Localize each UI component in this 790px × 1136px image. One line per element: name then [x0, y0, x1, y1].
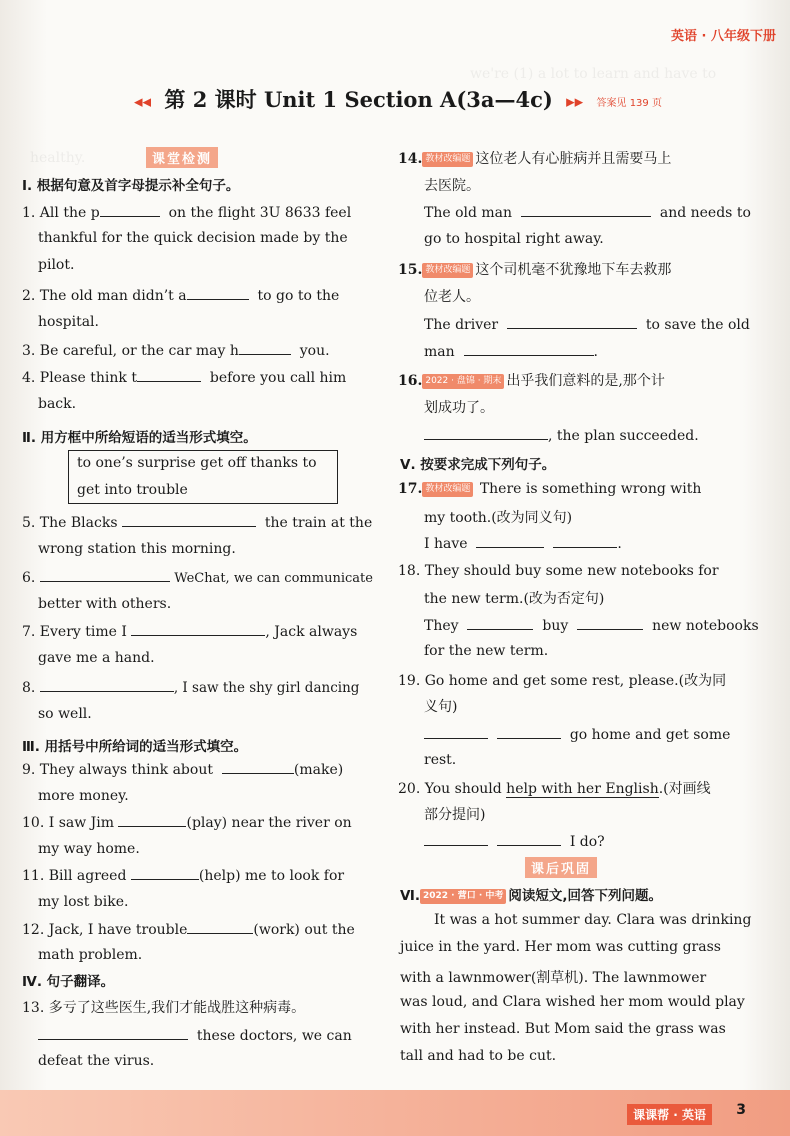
question-11-line-2: my lost bike. — [38, 894, 129, 910]
answer-blank[interactable] — [497, 725, 561, 739]
question-10: 10. I saw Jim (play) near the river on — [22, 815, 352, 831]
question-6: 6. WeChat, we can communicate — [22, 570, 373, 586]
source-tag: 教材改编题 — [422, 263, 473, 278]
question-16-line-2: 划成功了。 — [424, 400, 494, 416]
question-5: 5. The Blacks the train at the — [22, 515, 373, 531]
running-header — [0, 0, 790, 44]
answer-blank[interactable] — [507, 315, 637, 329]
heading-part-5: Ⅴ. 按要求完成下列句子。 — [400, 457, 556, 473]
question-14-line-3: The old man and needs to — [424, 205, 751, 221]
passage-line: juice in the yard. Her mom was cutting grass — [400, 939, 721, 955]
lesson-number: 第 2 课时 — [164, 87, 257, 112]
question-17-line-2: my tooth.(改为同义句) — [424, 510, 573, 526]
question-5-line-2: wrong station this morning. — [38, 541, 236, 557]
brand-logo: 课课帮 · 英语 — [627, 1104, 712, 1125]
question-18: 18. They should buy some new notebooks for — [398, 563, 719, 579]
phrase-box-line-1: to one’s surprise get off thanks to — [77, 455, 317, 471]
answer-blank[interactable] — [122, 513, 256, 527]
question-11: 11. Bill agreed (help) me to look for — [22, 868, 345, 884]
source-tag: 教材改编题 — [422, 152, 473, 167]
question-16: 16. 2022 · 盘锦 · 期末 出乎我们意料的是,那个计 — [398, 373, 665, 389]
phrase-box-line-2: get into trouble — [77, 482, 188, 498]
question-19-line-2: 义句) — [424, 699, 458, 715]
after-class-section-badge: 课后巩固 — [525, 857, 597, 878]
question-20-line-2: 部分提问) — [424, 807, 486, 823]
question-15-line-2: 位老人。 — [424, 289, 480, 305]
answer-blank[interactable] — [118, 813, 186, 827]
question-20-line-3: I do? — [424, 832, 605, 850]
passage-line: tall and had to be cut. — [400, 1048, 557, 1064]
answer-blank[interactable] — [497, 832, 561, 846]
passage-line: It was a hot summer day. Clara was drinking — [434, 912, 752, 928]
question-19-line-4: rest. — [424, 752, 457, 768]
arrow-left-icon: ◂◂ — [134, 92, 152, 112]
question-7-line-2: gave me a hand. — [38, 650, 155, 666]
question-1: 1. All the p on the flight 3U 8633 feel — [22, 205, 352, 221]
answer-blank[interactable] — [38, 1026, 188, 1040]
question-15: 15. 教材改编题 这个司机毫不犹豫地下车去救那 — [398, 262, 672, 278]
source-tag: 2022 · 营口 · 中考 — [420, 889, 506, 904]
answer-blank[interactable] — [131, 622, 265, 636]
answer-blank[interactable] — [187, 920, 253, 934]
page-number: 3 — [736, 1102, 746, 1118]
answer-blank[interactable] — [137, 368, 201, 382]
question-17: 17. 教材改编题 There is something wrong with — [398, 481, 702, 497]
question-18-line-4: for the new term. — [424, 643, 549, 659]
page-footer — [0, 1090, 790, 1136]
question-14-line-4: go to hospital right away. — [424, 231, 604, 247]
passage-line: with her instead. But Mom said the grass was — [400, 1021, 726, 1037]
heading-part-4: Ⅳ. 句子翻译。 — [22, 974, 115, 990]
answer-reference: 答案见 139 页 — [596, 98, 662, 109]
question-13-line-3: defeat the virus. — [38, 1053, 155, 1069]
heading-part-6: Ⅵ. 2022 · 营口 · 中考 阅读短文,回答下列问题。 — [400, 888, 663, 904]
question-12: 12. Jack, I have trouble (work) out the — [22, 922, 355, 938]
question-9: 9. They always think about (make) — [22, 762, 344, 778]
question-8-line-2: so well. — [38, 706, 92, 722]
question-15-line-4: man . — [424, 344, 598, 360]
heading-part-3: Ⅲ. 用括号中所给词的适当形式填空。 — [22, 739, 248, 755]
heading-part-2: Ⅱ. 用方框中所给短语的适当形式填空。 — [22, 430, 257, 446]
answer-blank[interactable] — [467, 616, 533, 630]
question-19: 19. Go home and get some rest, please.(改为同 — [398, 673, 727, 689]
question-15-line-3: The driver to save the old — [424, 317, 750, 333]
question-16-line-3: , the plan succeeded. — [424, 426, 699, 444]
phrase-box — [68, 450, 338, 504]
answer-blank[interactable] — [131, 866, 199, 880]
question-20: 20. You should help with her English.(对画线 — [398, 781, 711, 797]
question-4-line-2: back. — [38, 396, 77, 412]
answer-blank[interactable] — [222, 760, 294, 774]
answer-blank[interactable] — [553, 534, 617, 548]
answer-blank[interactable] — [40, 678, 174, 692]
answer-blank[interactable] — [424, 832, 488, 846]
answer-blank[interactable] — [100, 203, 160, 217]
question-18-line-3: They buy new notebooks — [424, 618, 759, 634]
underlined-phrase: help with her English — [506, 781, 659, 797]
question-18-line-2: the new term.(改为否定句) — [424, 591, 605, 607]
question-14: 14. 教材改编题 这位老人有心脏病并且需要马上 — [398, 151, 672, 167]
lesson-title — [0, 84, 790, 114]
question-7: 7. Every time I , Jack always — [22, 624, 358, 640]
question-2-line-2: hospital. — [38, 314, 99, 330]
passage-line: was loud, and Clara wished her mom would play — [400, 994, 745, 1010]
arrow-right-icon: ▸▸ — [566, 92, 584, 112]
question-2: 2. The old man didn’t a to go to the — [22, 288, 340, 304]
question-6-line-2: better with others. — [38, 596, 172, 612]
answer-blank[interactable] — [424, 725, 488, 739]
question-1-line-2: thankful for the quick decision made by the — [38, 230, 348, 246]
practice-section-badge: 课堂检测 — [146, 147, 218, 168]
question-13-line-2: these doctors, we can — [38, 1026, 352, 1044]
question-19-line-3: go home and get some — [424, 725, 730, 743]
bleed-through-text: healthy. — [30, 150, 86, 166]
question-4: 4. Please think t before you call him — [22, 370, 347, 386]
passage-line: with a lawnmower(割草机). The lawnmower — [400, 970, 707, 986]
question-13: 13. 多亏了这些医生,我们才能战胜这种病毒。 — [22, 1000, 306, 1016]
question-14-line-2: 去医院。 — [424, 178, 480, 194]
question-12-line-2: math problem. — [38, 947, 143, 963]
answer-blank[interactable] — [187, 286, 249, 300]
book-label: 英语 · 八年级下册 — [671, 29, 776, 44]
bleed-through-text: we're (1) a lot to learn and have to — [470, 66, 717, 82]
answer-blank[interactable] — [239, 341, 291, 355]
answer-blank[interactable] — [464, 342, 594, 356]
answer-blank[interactable] — [577, 616, 643, 630]
question-8: 8. , I saw the shy girl dancing — [22, 680, 360, 696]
unit-title: Unit 1 Section A(3a—4c) — [263, 87, 553, 112]
answer-blank[interactable] — [424, 426, 548, 440]
question-3: 3. Be careful, or the car may h you. — [22, 343, 330, 359]
source-tag: 2022 · 盘锦 · 期末 — [422, 374, 504, 389]
heading-part-1: Ⅰ. 根据句意及首字母提示补全句子。 — [22, 178, 240, 194]
question-10-line-2: my way home. — [38, 841, 140, 857]
answer-blank[interactable] — [521, 203, 651, 217]
question-17-line-3: I have . — [424, 536, 622, 552]
answer-blank[interactable] — [476, 534, 544, 548]
answer-blank[interactable] — [40, 568, 170, 582]
source-tag: 教材改编题 — [422, 482, 473, 497]
question-9-line-2: more money. — [38, 788, 129, 804]
question-1-line-3: pilot. — [38, 257, 75, 273]
